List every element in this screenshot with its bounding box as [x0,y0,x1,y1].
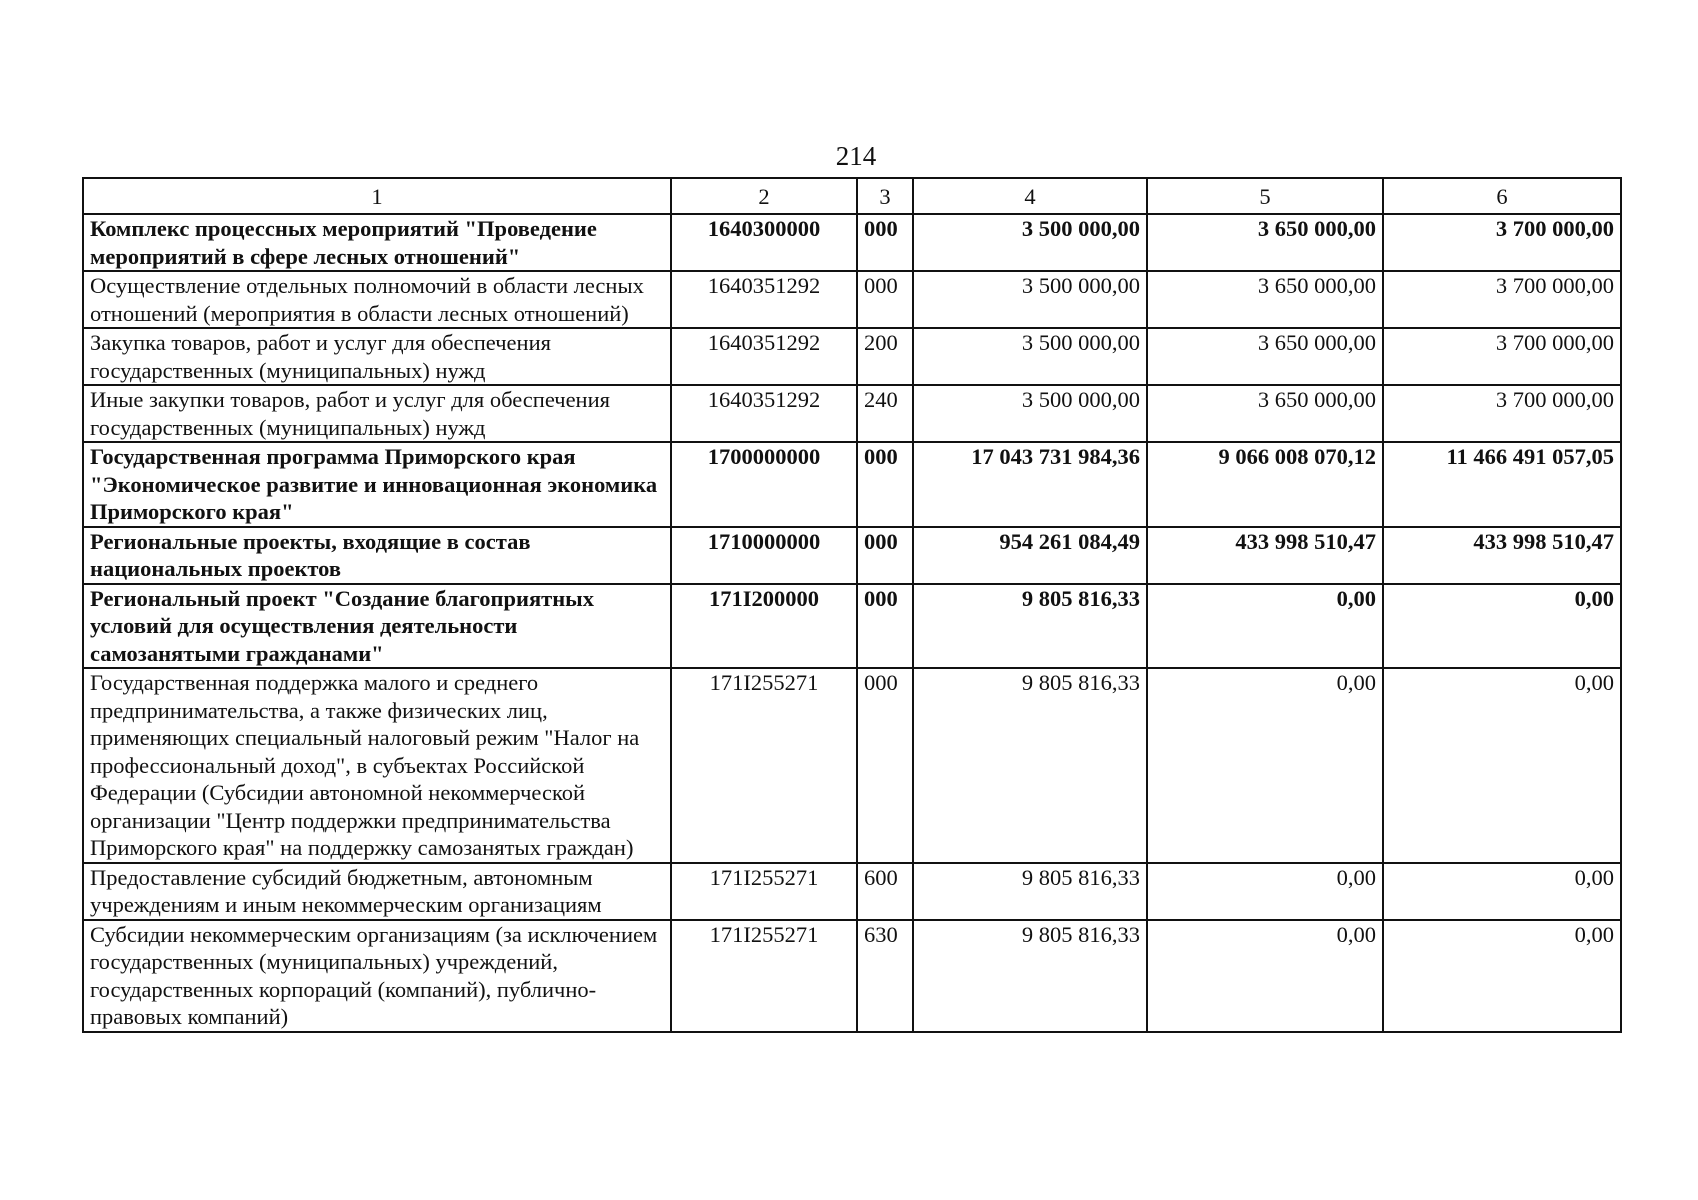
row-name-cell: Субсидии некоммерческим организациям (за исключением государственных (муниципальных) учреждений, государственных корпораций (компаний), публично-правовых компаний) [83,920,671,1032]
row-amount-col5-cell: 3 650 000,00 [1147,271,1383,328]
table-row [83,584,1621,669]
row-amount-col4-cell: 3 500 000,00 [913,385,1147,442]
row-amount-col5-cell: 3 650 000,00 [1147,214,1383,271]
table-row [83,920,1621,1032]
row-code-cell: 171I255271 [671,668,857,863]
row-amount-col6-cell: 0,00 [1383,920,1621,1032]
row-amount-col5-cell: 3 650 000,00 [1147,328,1383,385]
row-amount-col6-cell: 3 700 000,00 [1383,271,1621,328]
column-header-2: 2 [671,178,857,214]
table-row [83,668,1621,863]
row-amount-col5-cell: 0,00 [1147,668,1383,863]
table-row [83,328,1621,385]
row-name-cell: Предоставление субсидий бюджетным, автономным учреждениям и иным некоммерческим организациям [83,863,671,920]
row-code-cell: 1640351292 [671,328,857,385]
row-expense-type-cell: 240 [857,385,913,442]
row-code-cell: 171I255271 [671,863,857,920]
row-name-cell: Региональные проекты, входящие в состав национальных проектов [83,527,671,584]
column-header-6: 6 [1383,178,1621,214]
row-expense-type-cell: 000 [857,527,913,584]
page-number: 214 [835,141,877,171]
row-amount-col5-cell: 9 066 008 070,12 [1147,442,1383,527]
table-row [83,527,1621,584]
row-amount-col6-cell: 0,00 [1383,668,1621,863]
row-code-cell: 171I200000 [671,584,857,669]
row-amount-col6-cell: 0,00 [1383,863,1621,920]
row-amount-col5-cell: 0,00 [1147,863,1383,920]
table-header [83,178,1621,214]
table-row [83,385,1621,442]
column-header-5: 5 [1147,178,1383,214]
row-expense-type-cell: 000 [857,584,913,669]
row-code-cell: 1640351292 [671,385,857,442]
column-header-1: 1 [83,178,671,214]
row-amount-col4-cell: 9 805 816,33 [913,863,1147,920]
row-name-cell: Региональный проект "Создание благоприятных условий для осуществления деятельности самозанятыми гражданами" [83,584,671,669]
row-amount-col6-cell: 11 466 491 057,05 [1383,442,1621,527]
row-amount-col6-cell: 433 998 510,47 [1383,527,1621,584]
row-code-cell: 1640300000 [671,214,857,271]
row-amount-col6-cell: 0,00 [1383,584,1621,669]
table-body [83,214,1621,1032]
row-code-cell: 1710000000 [671,527,857,584]
row-amount-col6-cell: 3 700 000,00 [1383,328,1621,385]
row-amount-col4-cell: 17 043 731 984,36 [913,442,1147,527]
column-header-4: 4 [913,178,1147,214]
row-amount-col4-cell: 3 500 000,00 [913,271,1147,328]
row-expense-type-cell: 000 [857,668,913,863]
row-name-cell: Государственная поддержка малого и среднего предпринимательства, а также физических лиц, применяющих специальный налоговый режим "Налог на профессиональный доход", в субъектах Российской Федерации (Субсидии автономной некоммерческой организации "Центр поддержки предпринимательства Приморского края" на поддержку самозанятых граждан) [83,668,671,863]
row-amount-col4-cell: 9 805 816,33 [913,920,1147,1032]
row-code-cell: 1640351292 [671,271,857,328]
row-amount-col5-cell: 3 650 000,00 [1147,385,1383,442]
row-amount-col5-cell: 0,00 [1147,920,1383,1032]
row-code-cell: 171I255271 [671,920,857,1032]
row-amount-col5-cell: 0,00 [1147,584,1383,669]
row-amount-col6-cell: 3 700 000,00 [1383,385,1621,442]
row-expense-type-cell: 630 [857,920,913,1032]
row-name-cell: Государственная программа Приморского края "Экономическое развитие и инновационная экономика Приморского края" [83,442,671,527]
row-expense-type-cell: 600 [857,863,913,920]
row-amount-col4-cell: 3 500 000,00 [913,328,1147,385]
table-row [83,214,1621,271]
row-amount-col4-cell: 3 500 000,00 [913,214,1147,271]
budget-table [82,177,1622,1033]
row-expense-type-cell: 000 [857,442,913,527]
row-amount-col6-cell: 3 700 000,00 [1383,214,1621,271]
row-amount-col4-cell: 954 261 084,49 [913,527,1147,584]
row-expense-type-cell: 000 [857,271,913,328]
column-header-3: 3 [857,178,913,214]
table-row [83,442,1621,527]
row-name-cell: Иные закупки товаров, работ и услуг для обеспечения государственных (муниципальных) нужд [83,385,671,442]
row-name-cell: Осуществление отдельных полномочий в области лесных отношений (мероприятия в области лесных отношений) [83,271,671,328]
row-expense-type-cell: 200 [857,328,913,385]
row-name-cell: Комплекс процессных мероприятий "Проведение мероприятий в сфере лесных отношений" [83,214,671,271]
row-amount-col4-cell: 9 805 816,33 [913,668,1147,863]
row-code-cell: 1700000000 [671,442,857,527]
row-amount-col5-cell: 433 998 510,47 [1147,527,1383,584]
row-name-cell: Закупка товаров, работ и услуг для обеспечения государственных (муниципальных) нужд [83,328,671,385]
row-amount-col4-cell: 9 805 816,33 [913,584,1147,669]
table-row [83,271,1621,328]
row-expense-type-cell: 000 [857,214,913,271]
table-row [83,863,1621,920]
header-row [83,178,1621,214]
